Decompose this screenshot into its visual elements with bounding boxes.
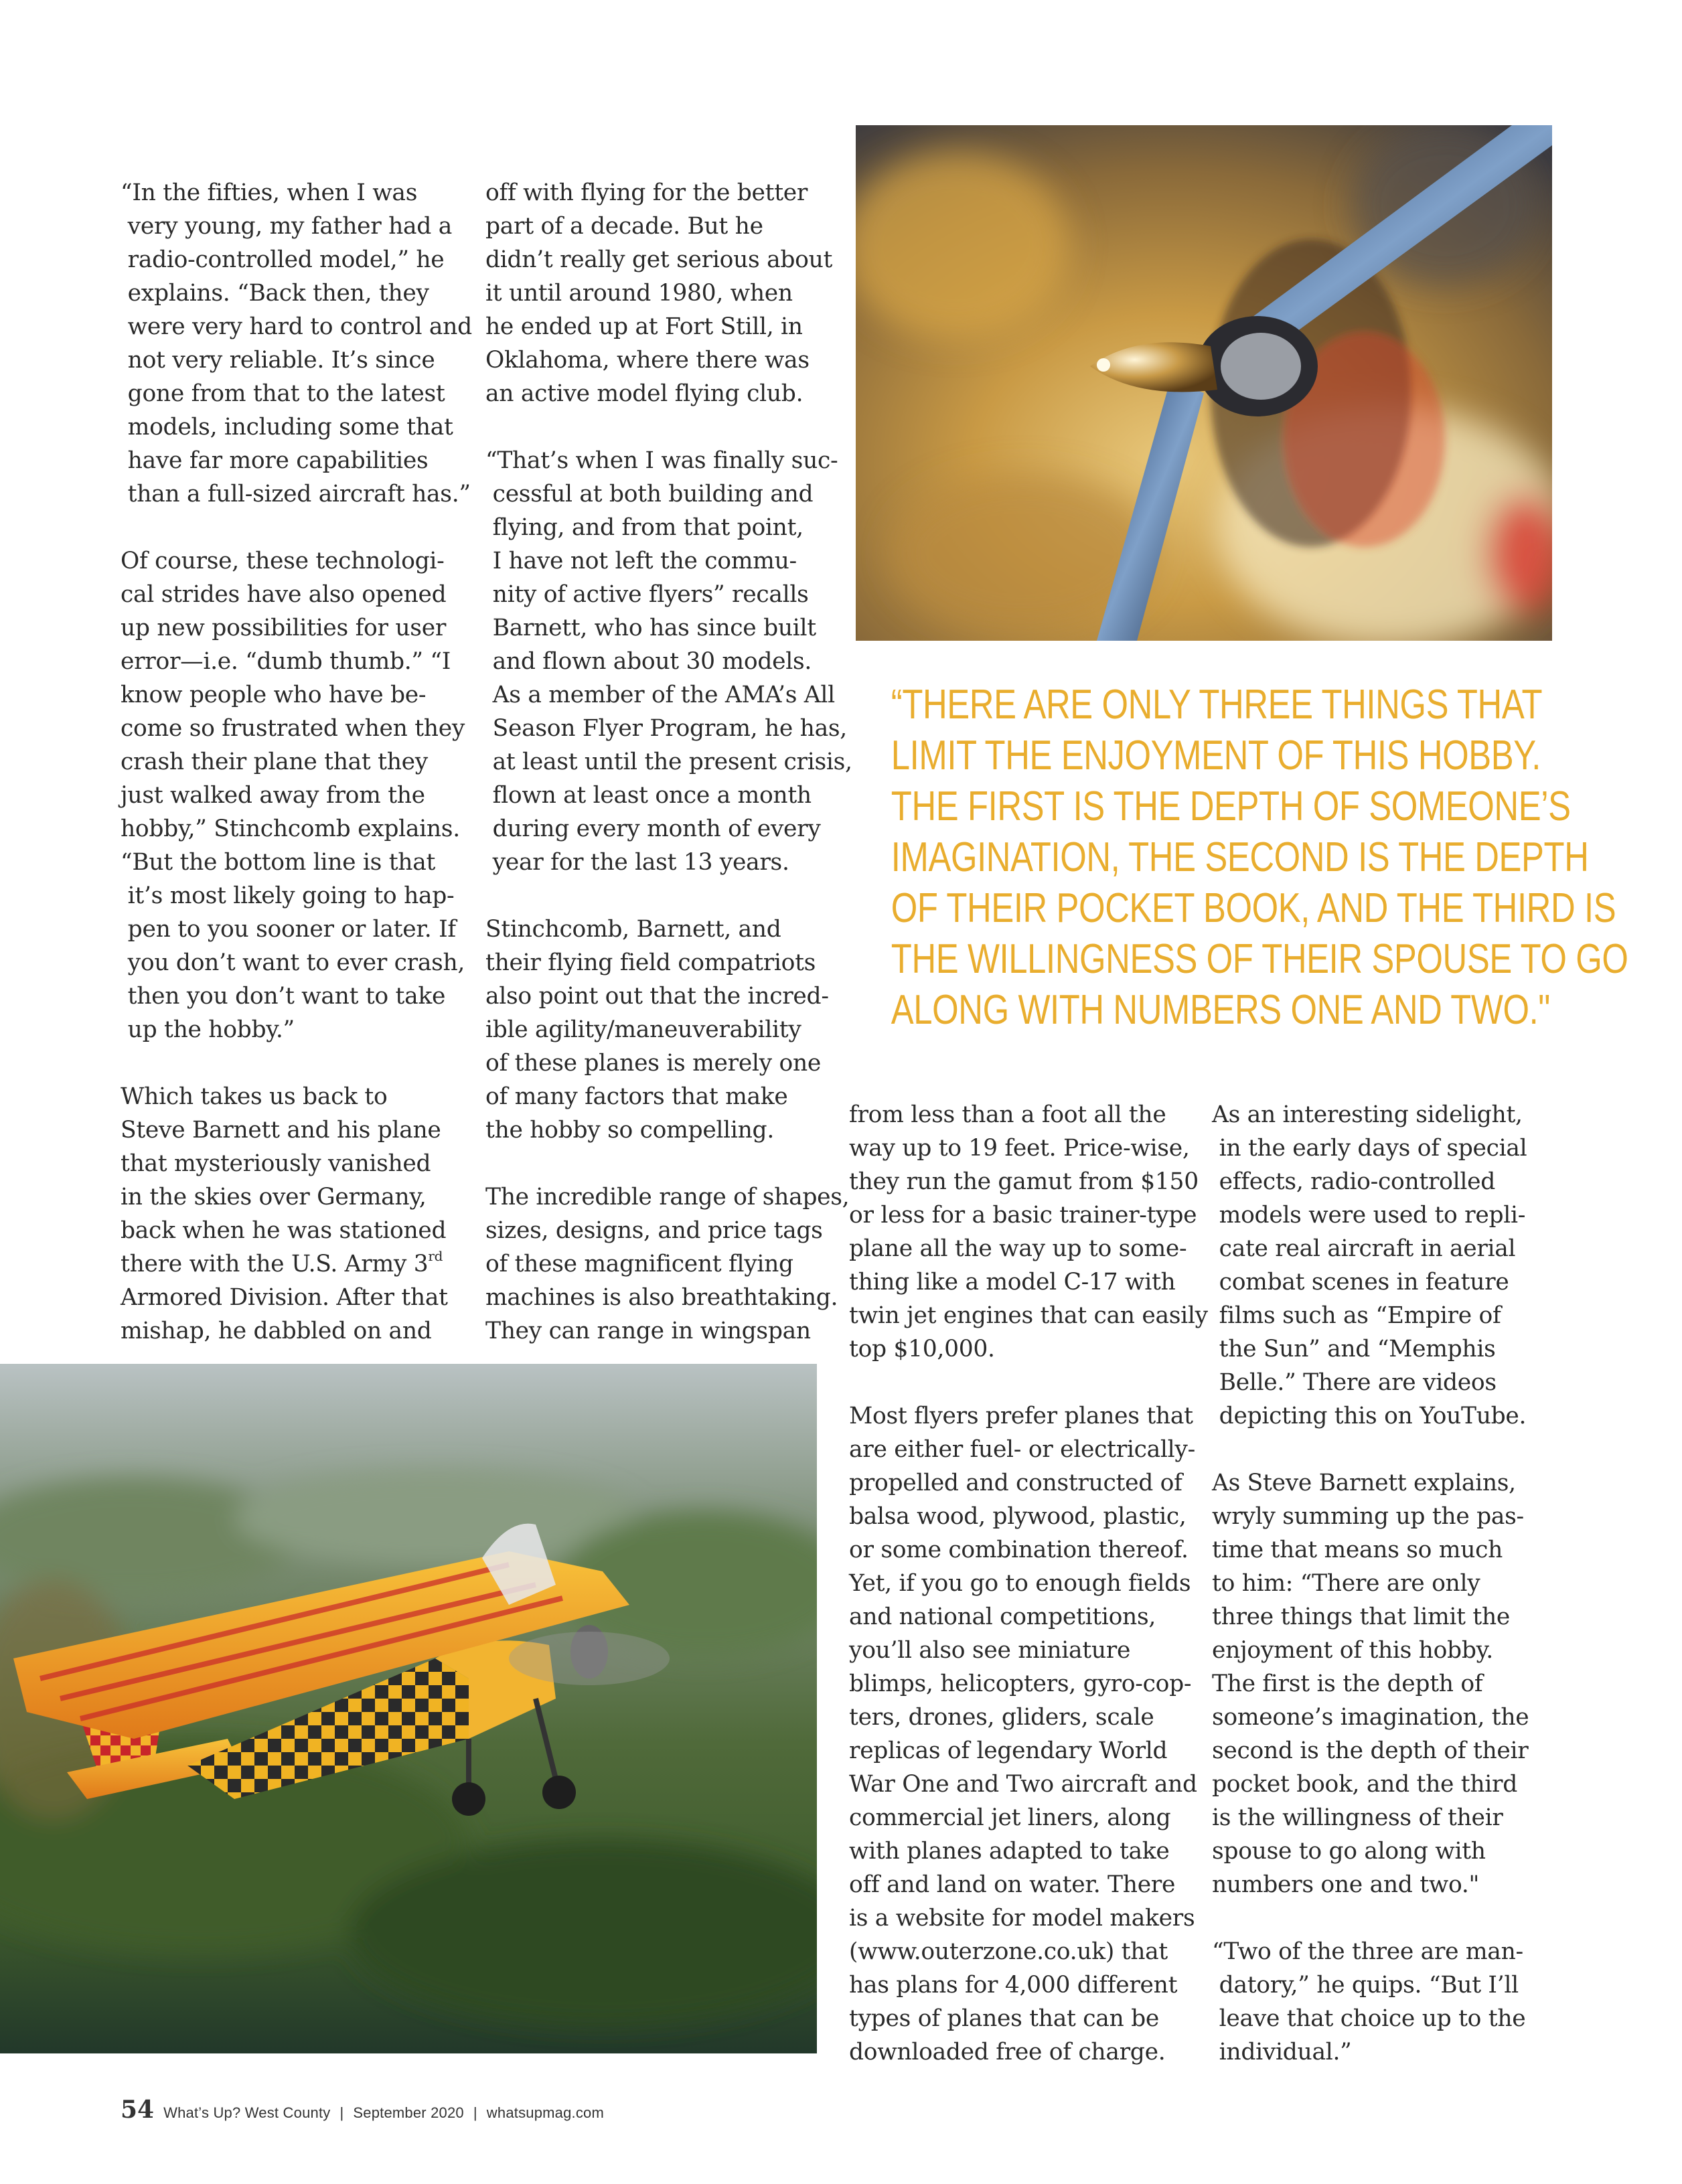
- page-number: 54: [121, 2096, 155, 2124]
- text-line: enjoyment of this hobby.: [1212, 1637, 1493, 1664]
- text-line: blimps, helicopters, gyro-cop-: [849, 1670, 1192, 1697]
- text-line: “But the bottom line is that: [121, 849, 436, 876]
- text-line: an active model flying club.: [485, 380, 804, 407]
- text-line: Belle.” There are videos: [1212, 1369, 1497, 1396]
- text-line: to him: “There are only: [1212, 1570, 1480, 1597]
- text-line: know people who have be-: [121, 682, 427, 708]
- text-line: you’ll also see miniature: [849, 1637, 1131, 1664]
- text-line: is a website for model makers: [849, 1905, 1195, 1932]
- text-line: balsa wood, plywood, plastic,: [849, 1503, 1187, 1530]
- article-column-1: [121, 176, 472, 1348]
- website-link[interactable]: whatsupmag.com: [486, 2104, 605, 2121]
- article-column-4: [1212, 1098, 1560, 2069]
- text-line: way up to 19 feet. Price-wise,: [849, 1135, 1190, 1162]
- text-line: didn’t really get serious about: [485, 246, 833, 273]
- text-line: replicas of legendary World: [849, 1737, 1168, 1764]
- text-line: explains. “Back then, they: [121, 280, 429, 307]
- text-line: propelled and constructed of: [849, 1470, 1182, 1496]
- text-line: “In the fifties, when I was: [121, 179, 418, 206]
- text-line: Stinchcomb, Barnett, and: [485, 916, 781, 943]
- text-line: he ended up at Fort Still, in: [485, 313, 803, 340]
- text-line: models, including some that: [121, 414, 453, 441]
- text-line: commercial jet liners, along: [849, 1804, 1171, 1831]
- text-line: has plans for 4,000 different: [849, 1972, 1178, 1999]
- separator: |: [473, 2104, 477, 2121]
- text-line: you don’t want to ever crash,: [121, 949, 465, 976]
- text-line: individual.”: [1212, 2039, 1352, 2065]
- text-line: combat scenes in feature: [1212, 1269, 1509, 1296]
- text-line: (www.outerzone.co.uk) that: [849, 1938, 1168, 1965]
- text-line: Barnett, who has since built: [485, 615, 816, 641]
- pull-quote-line: “THERE ARE ONLY THREE THINGS THAT: [891, 682, 1543, 728]
- text-line: of these magnificent flying: [485, 1251, 793, 1277]
- pull-quote-line: THE FIRST IS THE DEPTH OF SOMEONE’S: [891, 783, 1571, 830]
- text-line: types of planes that can be: [849, 2005, 1159, 2032]
- text-line: and national competitions,: [849, 1604, 1156, 1630]
- text-line: datory,” he quips. “But I’ll: [1212, 1972, 1519, 1999]
- text-line: from less than a foot all the: [849, 1101, 1166, 1128]
- text-line: hobby,” Stinchcomb explains.: [121, 815, 460, 842]
- text-line: effects, radio-controlled: [1212, 1168, 1495, 1195]
- text-line: cate real aircraft in aerial: [1212, 1235, 1516, 1262]
- text-line: As a member of the AMA’s All: [485, 682, 835, 708]
- text-line: Which takes us back to: [121, 1083, 388, 1110]
- text-line: “Two of the three are man-: [1212, 1938, 1523, 1965]
- text-line: Armored Division. After that: [121, 1284, 448, 1311]
- text-line: nity of active flyers” recalls: [485, 581, 809, 608]
- article-column-3: [849, 1098, 1208, 2069]
- text-line: models were used to repli-: [1212, 1202, 1526, 1229]
- text-line: or some combination thereof.: [849, 1537, 1189, 1563]
- text-line: films such as “Empire of: [1212, 1302, 1501, 1329]
- separator: |: [339, 2104, 344, 2121]
- text-line: up new possibilities for user: [121, 615, 447, 641]
- text-line: second is the depth of their: [1212, 1737, 1529, 1764]
- pull-quote: [891, 680, 1628, 1036]
- pull-quote-line: ALONG WITH NUMBERS ONE AND TWO.": [891, 987, 1550, 1033]
- text-line: They can range in wingspan: [485, 1318, 811, 1344]
- text-line: have far more capabilities: [121, 447, 429, 474]
- text-line: it’s most likely going to hap-: [121, 882, 455, 909]
- text-line: year for the last 13 years.: [485, 849, 789, 876]
- text-fragment: there with the U.S. Army 3: [121, 1251, 429, 1277]
- text-line: ters, drones, gliders, scale: [849, 1704, 1154, 1731]
- text-line: I have not left the commu-: [485, 548, 797, 574]
- text-line: someone’s imagination, the: [1212, 1704, 1529, 1731]
- issue-date: September 2020: [353, 2104, 464, 2121]
- text-line: and flown about 30 models.: [485, 648, 812, 675]
- text-line: that mysteriously vanished: [121, 1150, 431, 1177]
- text-line: As an interesting sidelight,: [1212, 1101, 1523, 1128]
- text-line: Season Flyer Program, he has,: [485, 715, 847, 742]
- text-line: off with flying for the better: [485, 179, 808, 206]
- text-line: pocket book, and the third: [1212, 1771, 1517, 1798]
- text-line: their flying field compatriots: [485, 949, 816, 976]
- text-line: of many factors that make: [485, 1083, 788, 1110]
- text-line: wryly summing up the pas-: [1212, 1503, 1524, 1530]
- pull-quote-line: THE WILLINGNESS OF THEIR SPOUSE TO GO: [891, 936, 1628, 982]
- article-column-2: [485, 176, 852, 1348]
- text-line: twin jet engines that can easily: [849, 1302, 1208, 1329]
- text-line: in the skies over Germany,: [121, 1184, 427, 1211]
- text-line: with planes adapted to take: [849, 1838, 1170, 1865]
- text-line: War One and Two aircraft and: [849, 1771, 1197, 1798]
- text-line: than a full-sized aircraft has.”: [121, 481, 471, 508]
- text-line: the Sun” and “Memphis: [1212, 1336, 1496, 1362]
- text-line: radio-controlled model,” he: [121, 246, 445, 273]
- text-line: Most flyers prefer planes that: [849, 1403, 1193, 1429]
- text-line: cal strides have also opened: [121, 581, 447, 608]
- text-line: machines is also breathtaking.: [485, 1284, 838, 1311]
- text-line: flown at least once a month: [485, 782, 812, 809]
- text-line: is the willingness of their: [1212, 1804, 1503, 1831]
- text-line: pen to you sooner or later. If: [121, 916, 456, 943]
- pull-quote-line: LIMIT THE ENJOYMENT OF THIS HOBBY.: [891, 732, 1541, 779]
- text-line: not very reliable. It’s since: [121, 347, 435, 374]
- text-line: part of a decade. But he: [485, 213, 763, 240]
- text-line: leave that choice up to the: [1212, 2005, 1526, 2032]
- page-footer: [121, 2096, 604, 2129]
- text-line: mishap, he dabbled on and: [121, 1318, 432, 1344]
- text-line: ible agility/maneuverability: [485, 1016, 801, 1043]
- text-line: sizes, designs, and price tags: [485, 1217, 823, 1244]
- text-line: are either fuel- or electrically-: [849, 1436, 1195, 1463]
- text-line: Yet, if you go to enough fields: [849, 1570, 1191, 1597]
- text-line: they run the gamut from $150: [849, 1168, 1199, 1195]
- text-line: Oklahoma, where there was: [485, 347, 810, 374]
- text-line: come so frustrated when they: [121, 715, 465, 742]
- text-line: it until around 1980, when: [485, 280, 793, 307]
- text-line: flying, and from that point,: [485, 514, 804, 541]
- text-line: just walked away from the: [121, 782, 425, 809]
- text-line: during every month of every: [485, 815, 821, 842]
- text-line: numbers one and two.": [1212, 1871, 1480, 1898]
- text-line: downloaded free of charge.: [849, 2039, 1166, 2065]
- text-line: were very hard to control and: [121, 313, 472, 340]
- text-line: back when he was stationed: [121, 1217, 447, 1244]
- model-airplane-photo: [0, 1364, 817, 2053]
- text-line: cessful at both building and: [485, 481, 814, 508]
- text-line: top $10,000.: [849, 1336, 995, 1362]
- pull-quote-line: OF THEIR POCKET BOOK, AND THE THIRD IS: [891, 885, 1616, 931]
- text-line: thing like a model C-17 with: [849, 1269, 1176, 1296]
- text-line: gone from that to the latest: [121, 380, 445, 407]
- text-line: or less for a basic trainer-type: [849, 1202, 1197, 1229]
- text-line: depicting this on YouTube.: [1212, 1403, 1527, 1429]
- text-line: “That’s when I was finally suc-: [485, 447, 838, 474]
- text-line: [121, 1247, 462, 1281]
- text-line: up the hobby.”: [121, 1016, 295, 1043]
- text-line: time that means so much: [1212, 1537, 1503, 1563]
- text-line: off and land on water. There: [849, 1871, 1176, 1898]
- text-line: very young, my father had a: [121, 213, 453, 240]
- text-line: error—i.e. “dumb thumb.” “I: [121, 648, 451, 675]
- propeller-photo: [856, 125, 1552, 641]
- superscript: rd: [428, 1248, 443, 1264]
- text-line: crash their plane that they: [121, 749, 428, 775]
- text-line: plane all the way up to some-: [849, 1235, 1187, 1262]
- text-line: in the early days of special: [1212, 1135, 1527, 1162]
- text-line: Steve Barnett and his plane: [121, 1117, 441, 1144]
- text-line: the hobby so compelling.: [485, 1117, 775, 1144]
- text-line: then you don’t want to take: [121, 983, 446, 1010]
- text-line: Of course, these technologi-: [121, 548, 445, 574]
- pull-quote-line: IMAGINATION, THE SECOND IS THE DEPTH: [891, 834, 1589, 880]
- text-line: of these planes is merely one: [485, 1050, 822, 1077]
- text-line: The incredible range of shapes,: [485, 1184, 850, 1211]
- text-line: three things that limit the: [1212, 1604, 1510, 1630]
- text-line: As Steve Barnett explains,: [1212, 1470, 1516, 1496]
- text-line: at least until the present crisis,: [485, 749, 852, 775]
- text-line: The first is the depth of: [1212, 1670, 1483, 1697]
- publication-name: What’s Up? West County: [163, 2104, 331, 2121]
- text-line: spouse to go along with: [1212, 1838, 1486, 1865]
- text-line: also point out that the incred-: [485, 983, 829, 1010]
